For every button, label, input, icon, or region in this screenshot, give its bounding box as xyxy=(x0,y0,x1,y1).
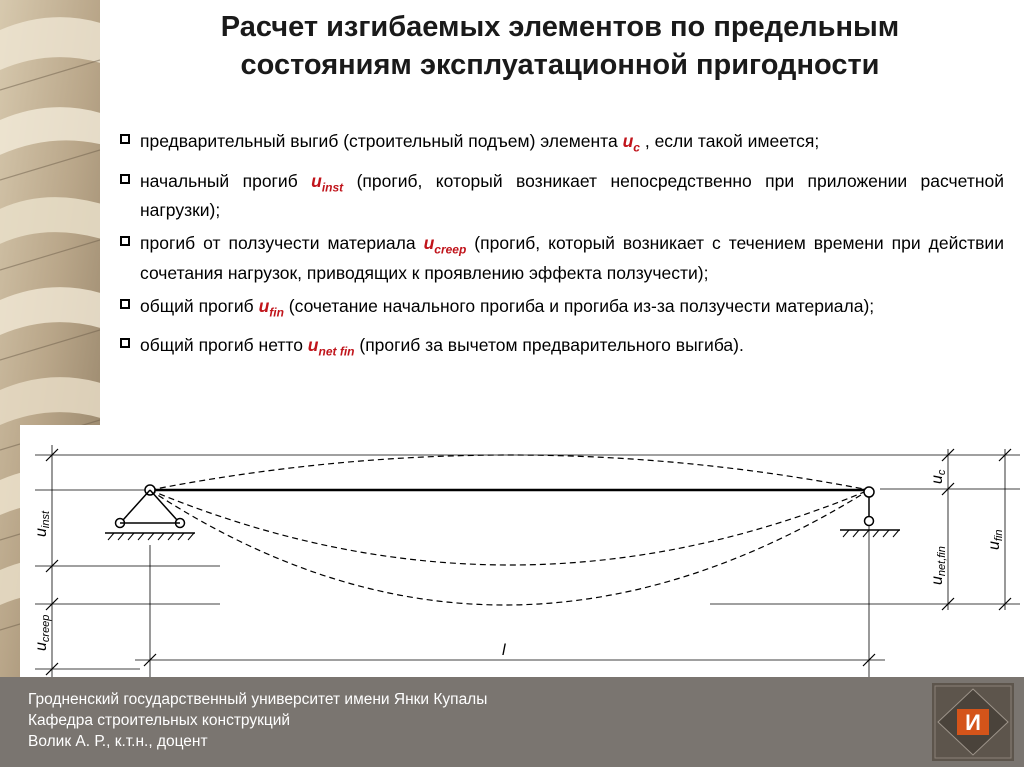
footer-author: Волик А. Р., к.т.н., доцент xyxy=(28,733,208,750)
symbol-u-creep: $u_{creep}$ xyxy=(423,233,467,257)
camber-curve xyxy=(150,455,869,490)
university-logo-icon xyxy=(932,683,1014,761)
checkbox-bullet-icon xyxy=(120,299,130,309)
checkbox-bullet-icon xyxy=(120,338,130,348)
symbol-u-inst: $u_{inst}$ xyxy=(311,170,344,194)
symbol-u-c: $u_c$ xyxy=(622,131,640,155)
footer-university: Гродненский государственный университет имени Янки Купалы xyxy=(28,691,488,708)
bullet-item-camber: предварительный выгиб (строительный подъем) элемента $u_c$ , если такой имеется; xyxy=(118,130,1004,160)
label-u-c: uc xyxy=(929,469,948,484)
footer-bar xyxy=(0,677,1024,767)
bullet-item-total-deflection: общий прогиб $u_{fin}$ (сочетание начального прогиба и прогиба из-за ползучести материала); xyxy=(118,295,1004,325)
pinned-support-left xyxy=(105,485,195,540)
deflection-diagram-svg xyxy=(20,425,1020,677)
title-line-2: состояниям эксплуатационной пригодности xyxy=(240,49,880,81)
label-span: l xyxy=(502,642,506,659)
label-u-fin: ufin xyxy=(986,529,1005,550)
roller-support-right xyxy=(840,487,900,537)
final-deflection-curve xyxy=(150,490,869,605)
checkbox-bullet-icon xyxy=(120,174,130,184)
label-u-creep: ucreep xyxy=(33,614,52,651)
initial-deflection-curve xyxy=(150,490,869,565)
page-title xyxy=(110,8,1010,84)
footer-department: Кафедра строительных конструкций xyxy=(28,712,291,729)
label-u-net-fin: unet,fin xyxy=(929,546,948,585)
checkbox-bullet-icon xyxy=(120,134,130,144)
symbol-u-fin: $u_{fin}$ xyxy=(258,295,284,319)
bullet-item-net-deflection: общий прогиб нетто $u_{net fin}$ (прогиб за вычетом предварительного выгиба). xyxy=(118,334,1004,364)
logo-letter: И xyxy=(965,710,981,735)
footer-text xyxy=(28,689,487,752)
label-u-inst: uinst xyxy=(33,510,52,537)
bullet-item-creep-deflection: прогиб от ползучести материала $u_{creep}$ (прогиб, который возникает с течением времени при действии сочетания нагрузок, приводящих к проявлению эффекта ползучести); xyxy=(118,232,1004,285)
title-line-1: Расчет изгибаемых элементов по предельным xyxy=(220,11,900,43)
symbol-u-net-fin: $u_{net fin}$ xyxy=(307,335,355,359)
bullet-list xyxy=(118,130,1004,374)
bullet-item-initial-deflection: начальный прогиб $u_{inst}$ (прогиб, который возникает непосредственно при приложении расчетной нагрузки); xyxy=(118,170,1004,223)
checkbox-bullet-icon xyxy=(120,236,130,246)
deflection-diagram xyxy=(20,425,1020,677)
